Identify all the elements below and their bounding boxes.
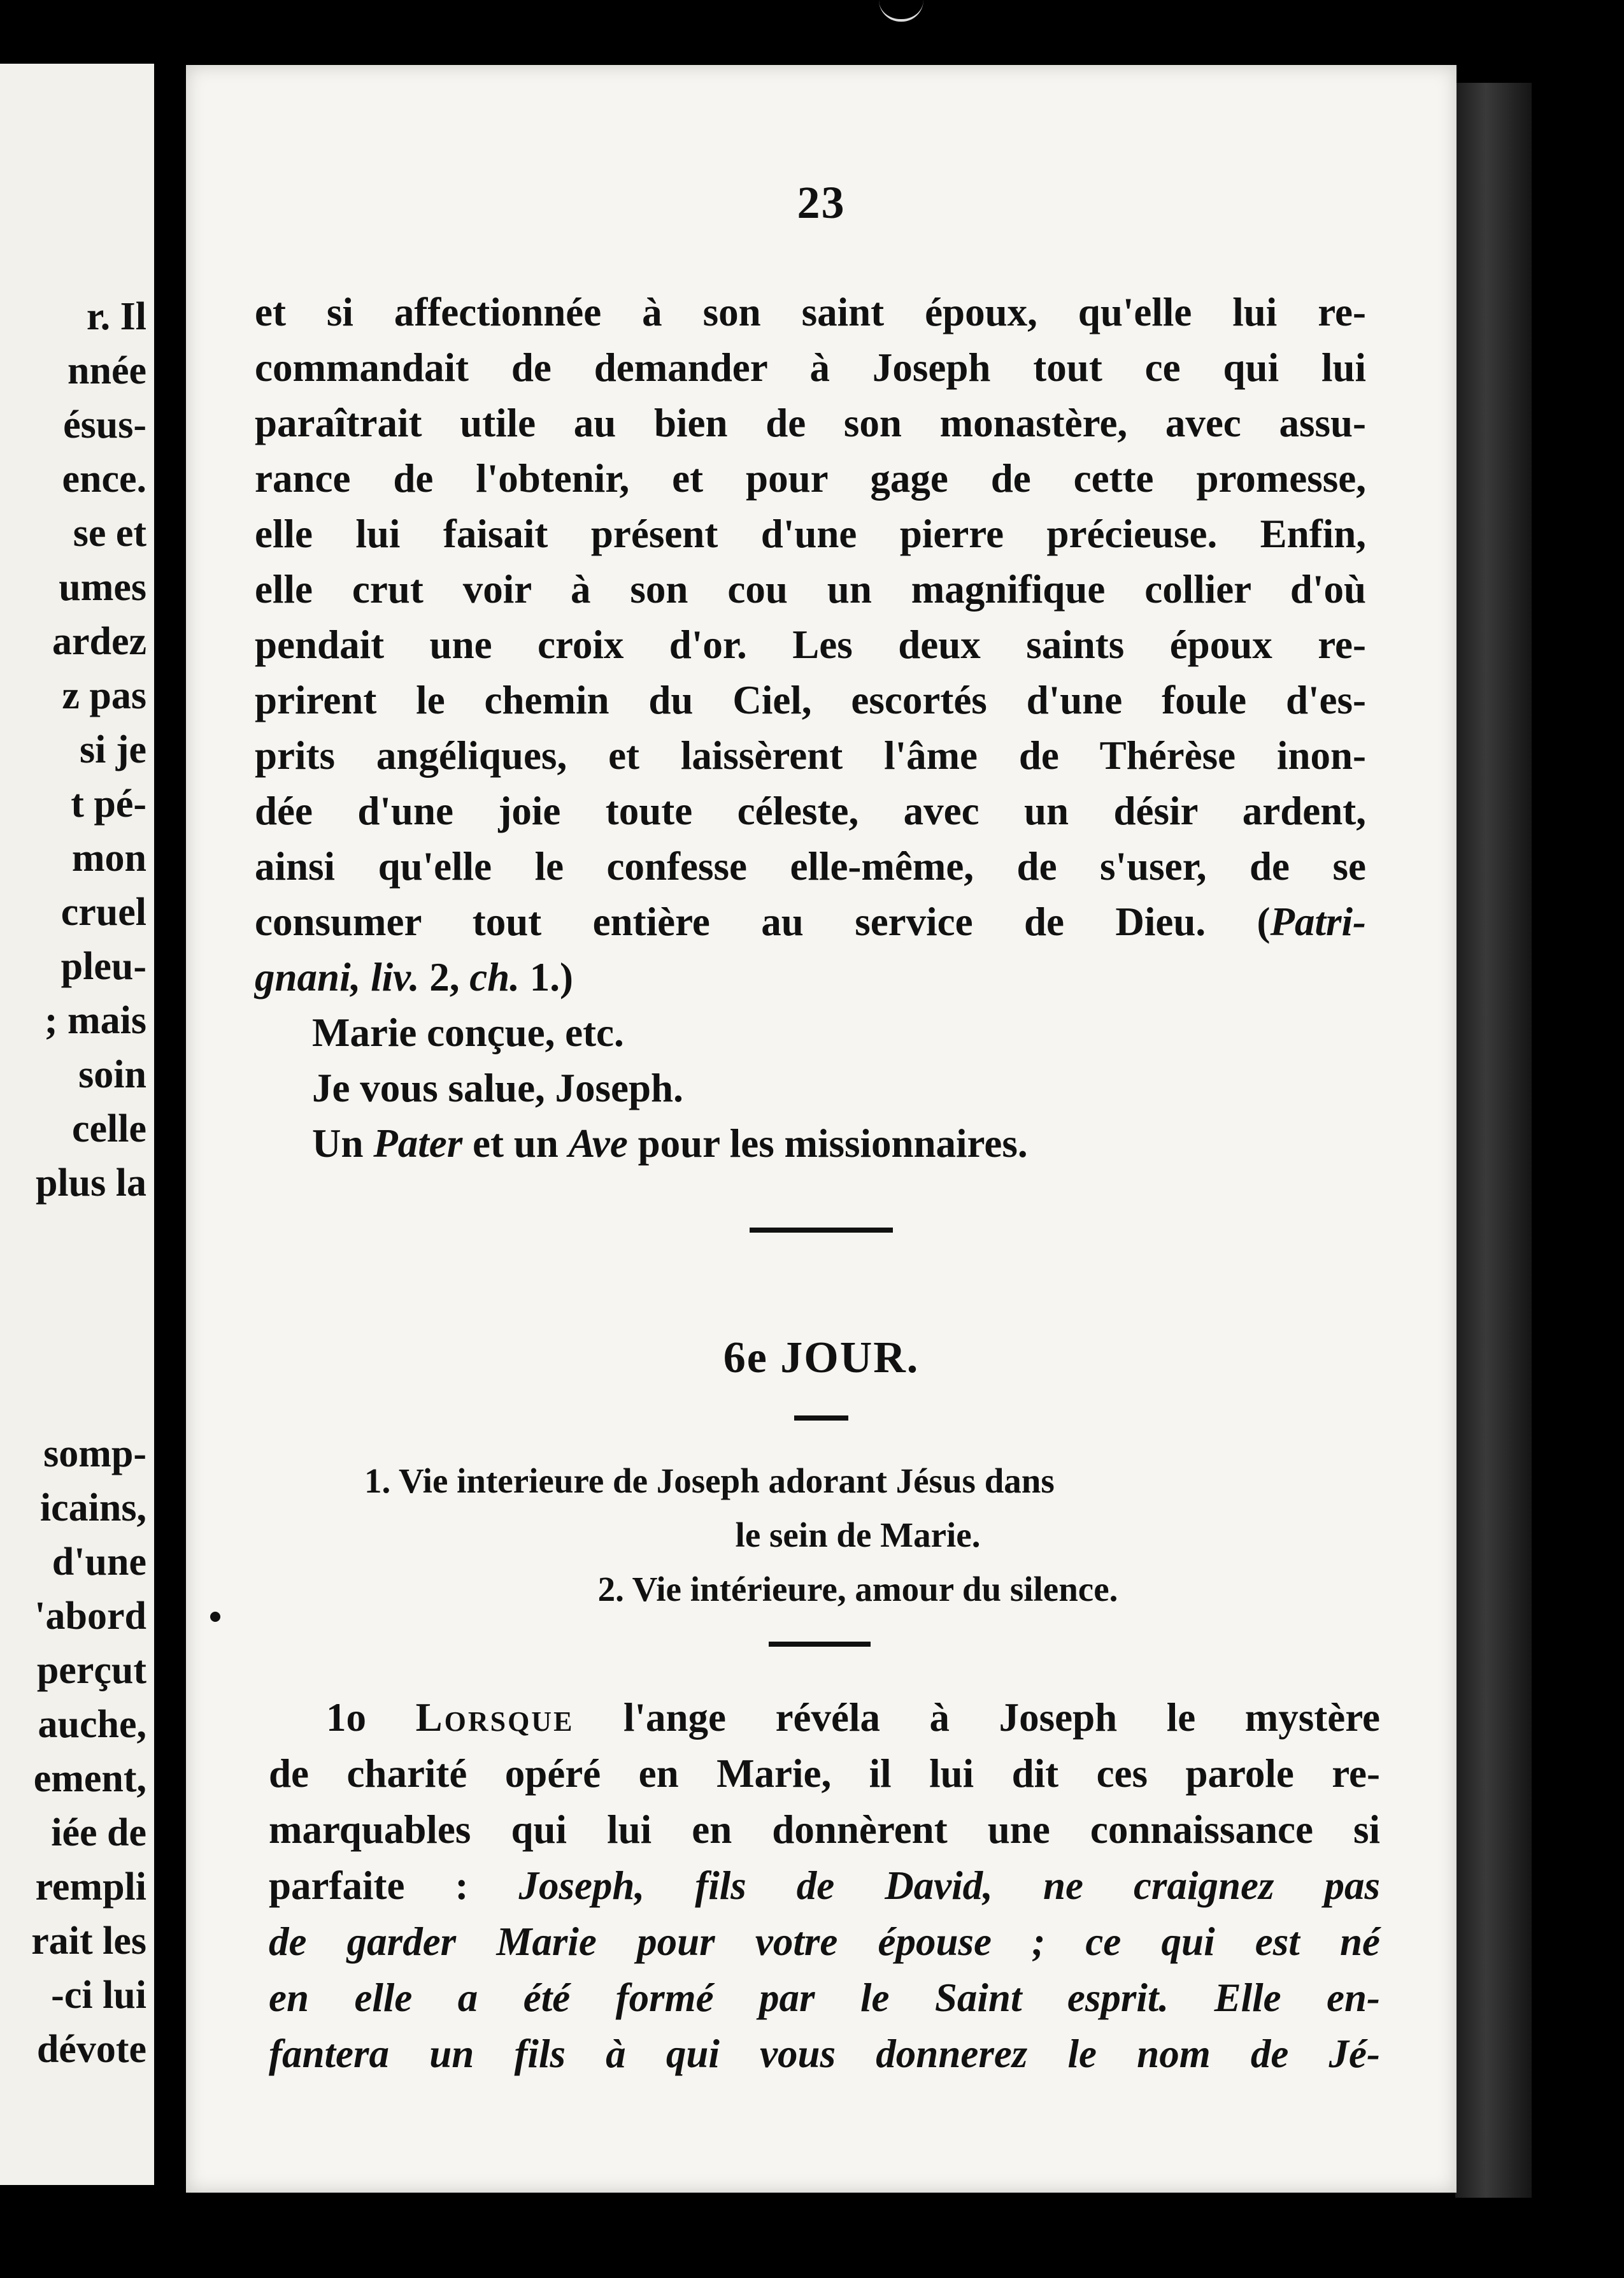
prayer-line: Marie conçue, etc.: [312, 1010, 624, 1055]
left-line: z pas: [62, 674, 146, 717]
text-line: en elle a été formé par le Saint esprit. Elle en-: [269, 1975, 1380, 2020]
left-line: somp-: [43, 1432, 146, 1475]
ave-italic: Ave: [568, 1121, 628, 1166]
left-line: ement,: [33, 1757, 146, 1800]
prayer-line: Je vous salue, Joseph.: [312, 1066, 683, 1110]
citation-italic: ch.: [469, 955, 520, 999]
chapter-summary: [364, 1454, 1351, 1616]
text-segment: 2,: [419, 955, 470, 999]
summary-line: 2. Vie intérieure, amour du silence.: [597, 1570, 1118, 1608]
citation-italic: Patri-: [1270, 899, 1366, 944]
left-line: plus la: [35, 1161, 146, 1205]
divider-rule: [769, 1642, 871, 1647]
pater-italic: Pater: [373, 1121, 463, 1166]
text-line: [269, 1858, 1380, 1914]
quote-italic: Joseph, fils de David, ne craignez pas: [518, 1863, 1380, 1908]
divider-rule: [750, 1228, 893, 1233]
paragraph-one: [255, 285, 1366, 1171]
left-page-text: [0, 290, 146, 2077]
left-line: se et: [73, 512, 146, 555]
text-line: marquables qui lui en donnèrent une connaissance si: [269, 1807, 1380, 1852]
left-line: pleu-: [61, 945, 146, 988]
text-segment: pour les missionnaires.: [627, 1121, 1028, 1166]
left-line: cruel: [61, 891, 146, 934]
left-line: [0, 1264, 146, 1319]
left-line: mon: [71, 836, 146, 880]
paragraph-two: [269, 1689, 1380, 2082]
left-line: icains,: [39, 1486, 146, 1529]
main-page: [186, 65, 1457, 2193]
summary-line: le sein de Marie.: [735, 1515, 981, 1554]
text-segment: Un: [312, 1121, 374, 1166]
ink-dot: [210, 1612, 220, 1622]
left-line: 'abord: [34, 1594, 146, 1638]
left-line: nnée: [68, 349, 146, 392]
prayer-line: [255, 1116, 1366, 1171]
text-line: elle crut voir à son cou un magnifique collier d'où: [255, 567, 1366, 612]
text-line: [255, 950, 1366, 1005]
page-number: 23: [797, 177, 846, 228]
text-line: commandait de demander à Joseph tout ce qui lui: [255, 345, 1366, 390]
text-line: elle lui faisait présent d'une pierre précieuse. Enfin,: [255, 512, 1366, 556]
text-line: [269, 1689, 1380, 1745]
left-line: r. Il: [86, 295, 146, 338]
left-facing-page: [0, 64, 154, 2185]
text-segment: consumer tout entière au service de Dieu. (: [255, 899, 1271, 944]
text-line: dée d'une joie toute céleste, avec un désir ardent,: [255, 789, 1366, 833]
divider-rule: [794, 1415, 848, 1421]
left-line: d'une: [52, 1540, 146, 1584]
text-line: de charité opéré en Marie, il lui dit ces parole re-: [269, 1751, 1380, 1796]
text-segment: et un: [462, 1121, 569, 1166]
text-segment: 1.): [519, 955, 573, 999]
day-heading: 6e JOUR.: [723, 1333, 920, 1382]
left-line: si je: [79, 728, 146, 771]
left-line: iée de: [51, 1811, 146, 1854]
text-segment: l'ange révéla à Joseph le mystère: [574, 1695, 1380, 1740]
left-line: perçut: [36, 1649, 146, 1692]
citation-italic: gnani, liv.: [255, 955, 420, 999]
text-line: ainsi qu'elle le confesse elle-même, de s'user, de se: [255, 844, 1366, 889]
text-line: [255, 894, 1366, 950]
left-line: ; mais: [44, 999, 146, 1042]
left-line: dévote: [36, 2028, 146, 2071]
text-line: paraîtrait utile au bien de son monastère, avec assu-: [255, 401, 1366, 445]
left-line: auche,: [38, 1703, 146, 1746]
left-line: [0, 1210, 146, 1264]
left-line: t pé-: [71, 782, 146, 826]
summary-line: 1. Vie interieure de Joseph adorant Jésus dans: [364, 1461, 1055, 1500]
text-line: fantera un fils à qui vous donnerez le nom de Jé-: [269, 2031, 1380, 2076]
book-edge: [1455, 83, 1532, 2198]
text-line: pendait une croix d'or. Les deux saints époux re-: [255, 622, 1366, 667]
left-line: rempli: [35, 1865, 146, 1909]
left-line: ence.: [62, 457, 146, 501]
left-line: celle: [71, 1107, 146, 1150]
left-line: [0, 1319, 146, 1373]
left-line: [0, 1373, 146, 1427]
left-line: -ci lui: [51, 1974, 146, 2017]
left-line: umes: [59, 566, 146, 609]
text-line: et si affectionnée à son saint époux, qu'elle lui re-: [255, 290, 1366, 334]
left-line: ésus-: [63, 403, 146, 447]
left-line: ardez: [52, 620, 146, 663]
text-segment: 1o: [326, 1695, 416, 1740]
text-line: prirent le chemin du Ciel, escortés d'une foule d'es-: [255, 678, 1366, 722]
text-line: de garder Marie pour votre épouse ; ce qui est né: [269, 1919, 1380, 1964]
left-line: soin: [78, 1053, 146, 1096]
text-line: prits angéliques, et laissèrent l'âme de Thérèse inon-: [255, 733, 1366, 778]
top-edge-mark: [879, 0, 923, 22]
left-line: rait les: [31, 1919, 146, 1963]
small-caps-word: Lorsque: [415, 1695, 574, 1740]
text-line: rance de l'obtenir, et pour gage de cette promesse,: [255, 456, 1366, 501]
text-segment: parfaite :: [269, 1863, 519, 1908]
